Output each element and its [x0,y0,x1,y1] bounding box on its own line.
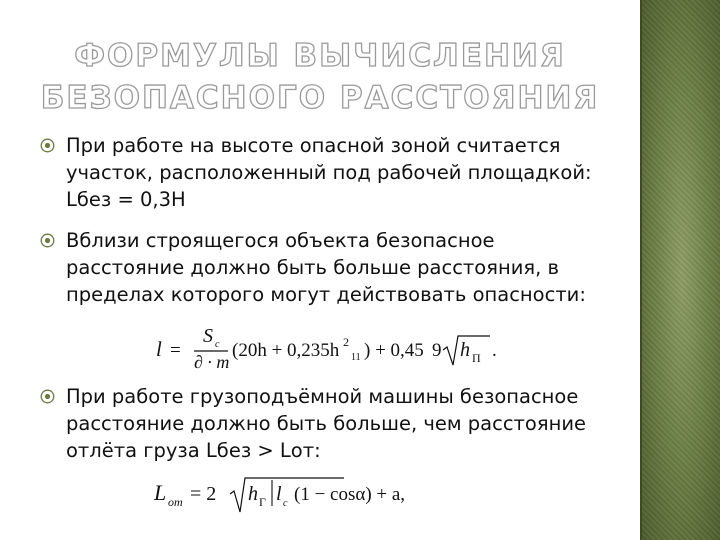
slide-title-line-1: ФОРМУЛЫ ВЫЧИСЛЕНИЯ [74,38,566,74]
formula-equals: = [170,340,181,361]
formula-main-expression: (20h + 0,235h [232,340,340,361]
formula-lhs: L [154,480,167,505]
formula-equals-coefficient: = 2 [190,483,217,505]
formula-root-subscript: Г [259,495,266,509]
circled-dot-bullet-icon [40,389,55,404]
bullet-item [40,383,600,464]
formula-safe-distance [152,322,502,370]
bullet-text: При работе грузоподъёмной машины безопасное расстояние должно быть больше, чем расстояние отлёта груза Lбез > Lот: [66,385,586,462]
formula-load-fly-off-distance [148,472,448,518]
formula-root-variable: h [248,483,258,505]
formula-main-expression: (1 − cosα) + a, [294,484,406,505]
formula-numerator: S [203,325,213,347]
bullet-item [40,227,600,308]
formula-lhs: l [156,337,162,361]
formula-root-variable: h [460,339,470,361]
circled-dot-bullet-icon [40,233,55,248]
formula-lhs-subscript: от [168,495,183,509]
bullet-item [40,132,600,213]
formula-superscript: 2 [343,335,349,349]
formula-coefficient: 9 [432,340,442,361]
formula-denominator: ∂ · m [194,352,230,370]
formula-root-subscript: П [472,351,481,365]
formula-middle-variable: l [276,483,282,505]
bullet-text: Вблизи строящегося объекта безопасное расстояние должно быть больше расстояния, в пределах которого могут действовать опасности: [66,229,586,306]
slide-title-line-2: БЕЗОПАСНОГО РАССТОЯНИЯ [40,80,600,116]
formula-closing-term: ) + 0,45 [364,340,424,361]
bullet-text: При работе на высоте опасной зоной считается участок, расположенный под рабочей площадкой: Lбез = 0,3Н [66,134,592,211]
circled-dot-bullet-icon [40,138,55,153]
decorative-side-panel [640,0,720,540]
formula-end-dot: . [492,340,497,361]
formula-middle-subscript: c [283,498,288,509]
formula-subscript: 11 [351,352,361,363]
formula-numerator-subscript: c [215,339,220,350]
